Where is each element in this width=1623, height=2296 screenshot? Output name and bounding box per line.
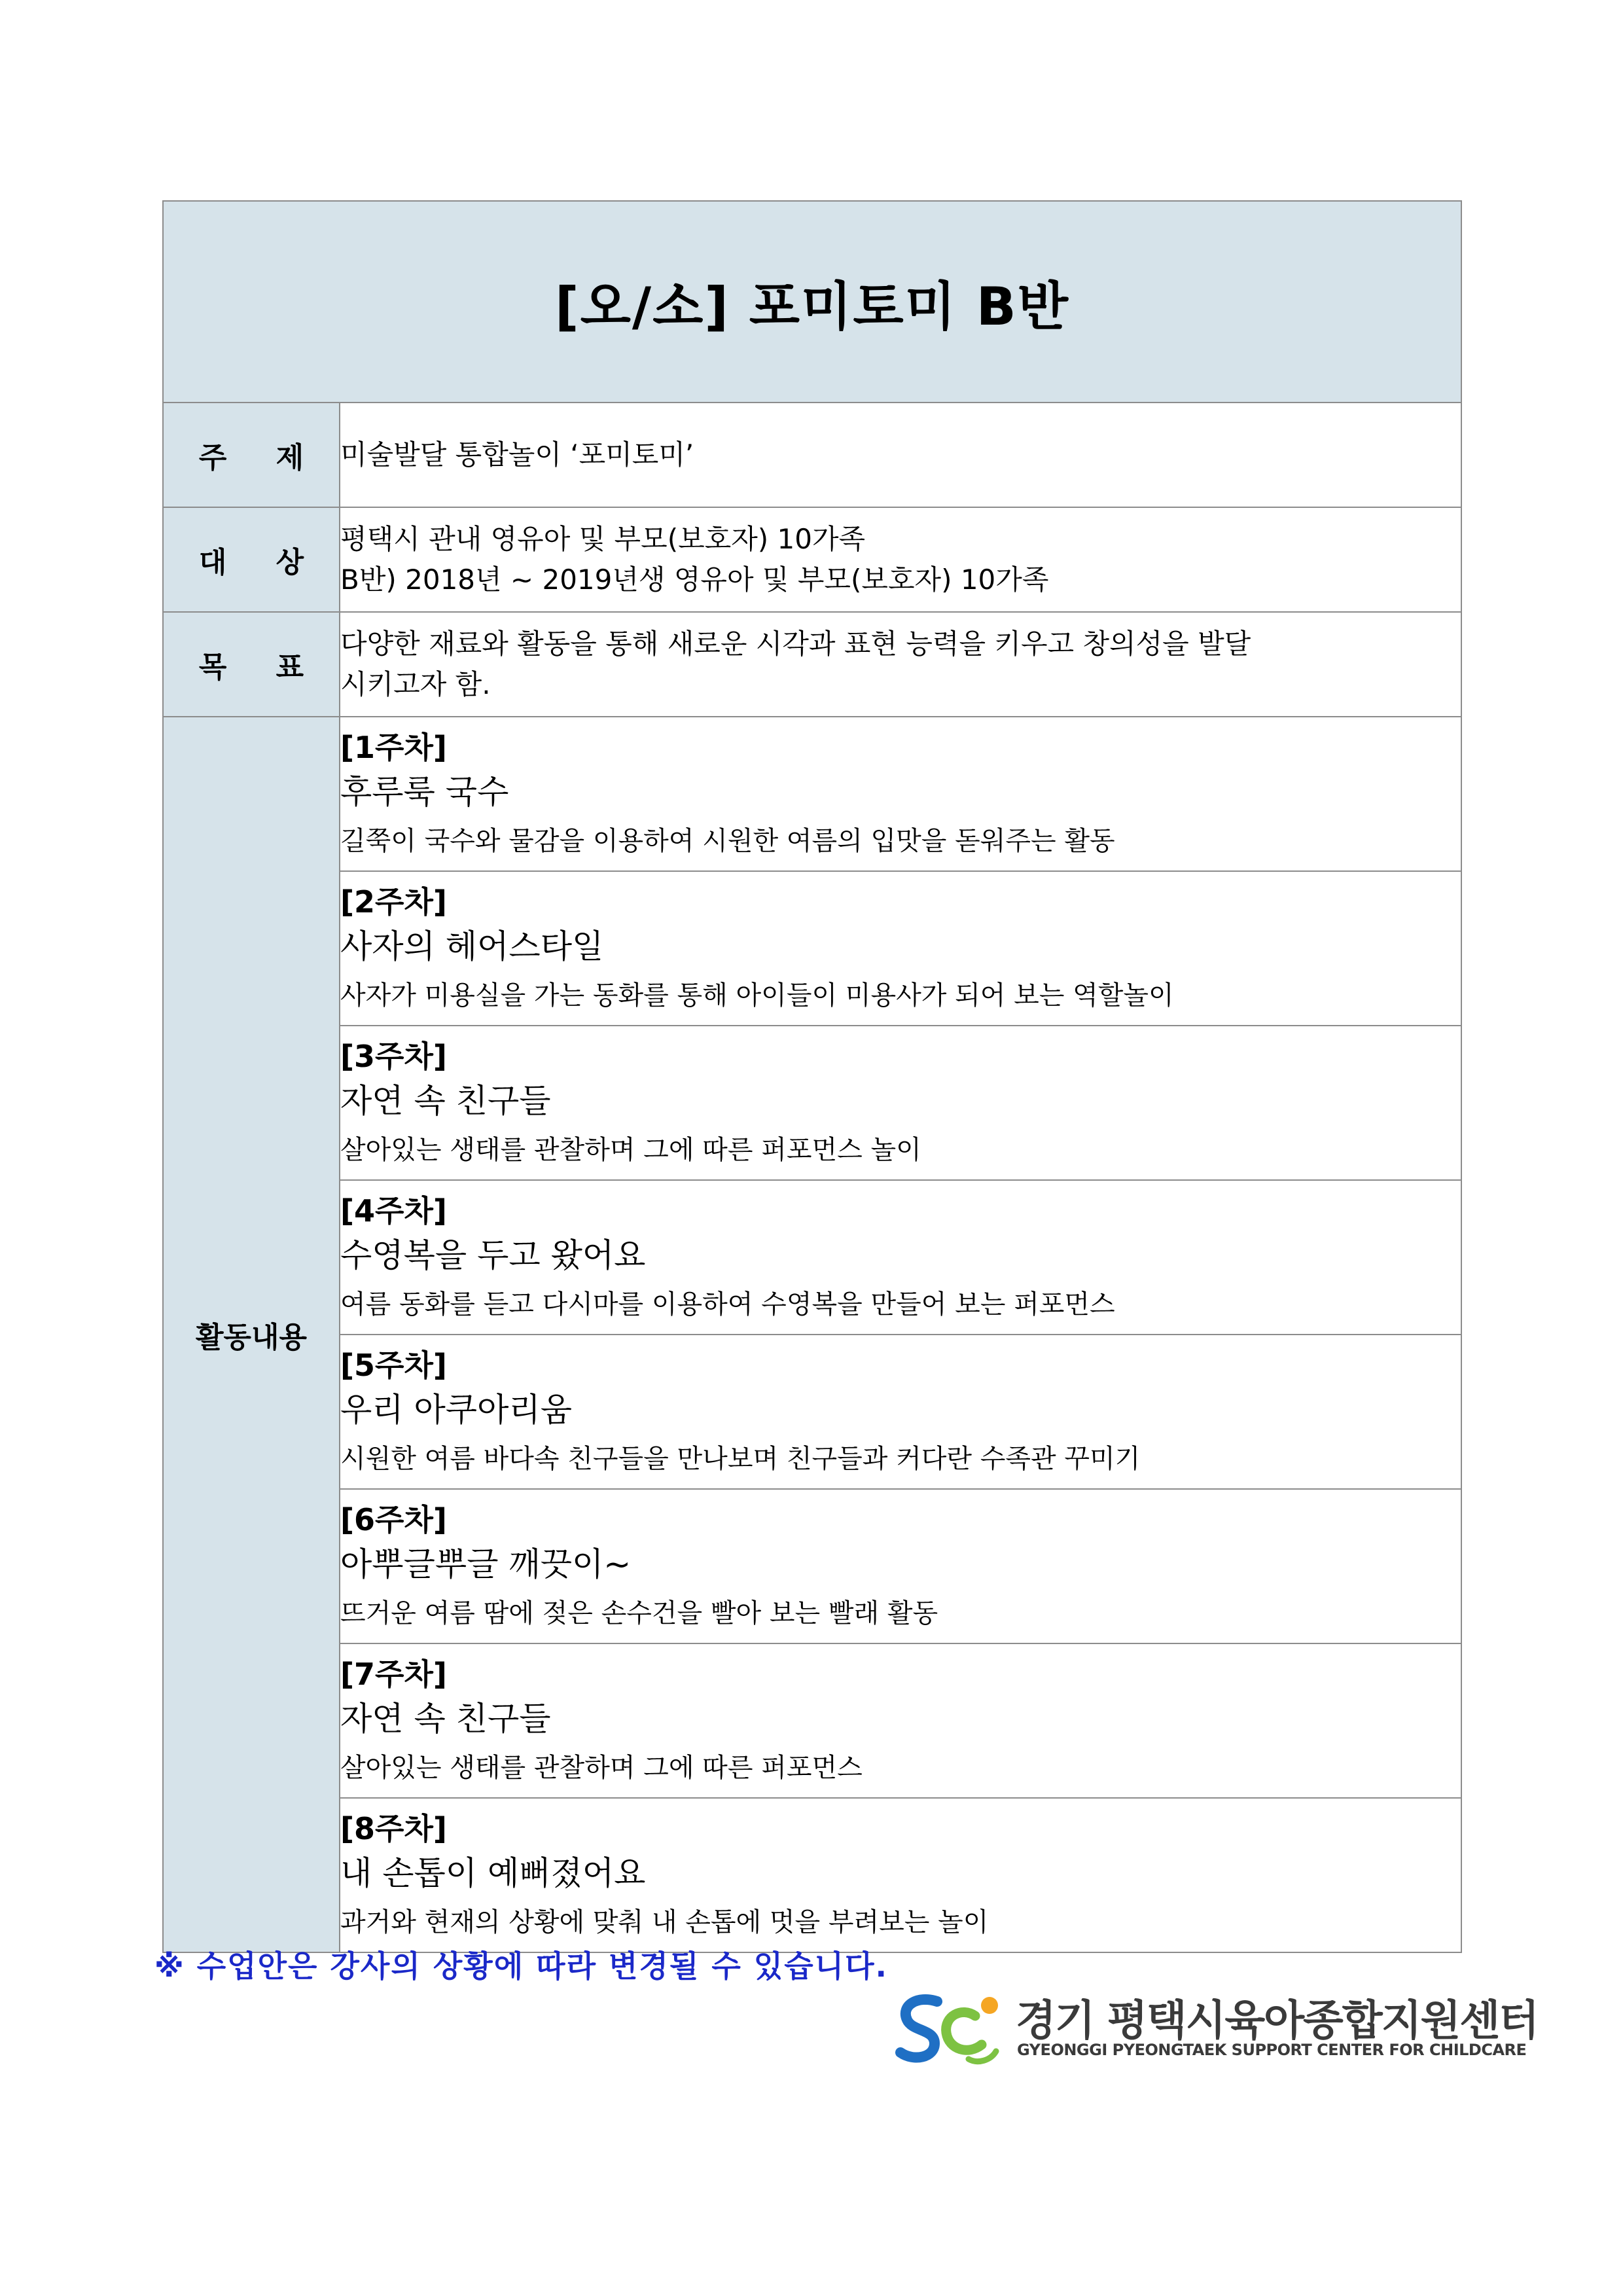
notice-text: ※ 수업안은 강사의 상황에 따라 변경될 수 있습니다.	[154, 1948, 889, 1984]
week-item	[340, 1180, 1461, 1335]
week-title: 후루룩 국수	[340, 773, 509, 811]
week-label: [7주차]	[340, 1657, 447, 1692]
week-description: 과거와 현재의 상황에 맞춰 내 손톱에 멋을 부려보는 놀이	[340, 1907, 989, 1937]
week-title: 자연 속 친구들	[340, 1700, 551, 1738]
topic-label: 주 제	[163, 403, 340, 507]
center-logo-subtitle: GYEONGGI PYEONGTAEK SUPPORT CENTER FOR CHILDCARE	[1017, 2041, 1527, 2059]
title-cell	[163, 201, 1461, 403]
goal-line-1: 다양한 재료와 활동을 통해 새로운 시각과 표현 능력을 키우고 창의성을 발달	[340, 628, 1251, 660]
week-description: 살아있는 생태를 관찰하며 그에 따른 퍼포먼스 놀이	[340, 1135, 921, 1165]
week-title: 수영복을 두고 왔어요	[340, 1236, 646, 1274]
week-item	[340, 1026, 1461, 1180]
program-table	[162, 200, 1462, 1953]
week-item	[340, 1489, 1461, 1643]
week-title: 사자의 헤어스타일	[340, 927, 604, 965]
week-item	[340, 1643, 1461, 1798]
week-description: 길쭉이 국수와 물감을 이용하여 시원한 여름의 입맛을 돋워주는 활동	[340, 826, 1115, 856]
week-description: 여름 동화를 듣고 다시마를 이용하여 수영복을 만들어 보는 퍼포먼스	[340, 1289, 1115, 1319]
week-description: 뜨거운 여름 땀에 젖은 손수건을 빨아 보는 빨래 활동	[340, 1598, 938, 1628]
goal-line-2: 시키고자 함.	[340, 668, 491, 700]
week-label: [2주차]	[340, 884, 447, 920]
week-description: 살아있는 생태를 관찰하며 그에 따른 퍼포먼스	[340, 1753, 863, 1783]
target-line-1: 평택시 관내 영유아 및 부모(보호자) 10가족	[340, 523, 866, 555]
week-label: [1주차]	[340, 730, 447, 765]
week-label: [3주차]	[340, 1039, 447, 1074]
target-line-2: B반) 2018년 ~ 2019년생 영유아 및 부모(보호자) 10가족	[340, 564, 1049, 596]
target-value	[340, 507, 1461, 612]
week-title: 자연 속 친구들	[340, 1082, 551, 1120]
week-description: 사자가 미용실을 가는 동화를 통해 아이들이 미용사가 되어 보는 역할놀이	[340, 980, 1174, 1011]
week-label: [4주차]	[340, 1193, 447, 1229]
goal-value	[340, 612, 1461, 717]
week-label: [6주차]	[340, 1502, 447, 1537]
activities-label: 활동내용	[163, 717, 340, 1952]
week-label: [5주차]	[340, 1348, 447, 1383]
center-logo-name: 경기 평택시육아종합지원센터	[1016, 1997, 1538, 2045]
week-item	[340, 871, 1461, 1026]
week-description: 시원한 여름 바다속 친구들을 만나보며 친구들과 커다란 수족관 꾸미기	[340, 1444, 1141, 1474]
center-logo-icon	[891, 1983, 1009, 2068]
page-title: [오/소] 포미토미 B반	[555, 276, 1069, 337]
week-title: 아뿌글뿌글 깨끗이~	[340, 1545, 632, 1583]
topic-value: 미술발달 통합놀이 ‘포미토미’	[340, 403, 1461, 507]
week-title: 우리 아쿠아리움	[340, 1391, 572, 1429]
target-label: 대 상	[163, 507, 340, 612]
center-logo	[891, 1983, 1538, 2068]
week-item	[340, 1798, 1461, 1952]
week-item	[340, 1335, 1461, 1489]
week-label: [8주차]	[340, 1811, 447, 1846]
week-item	[340, 717, 1461, 871]
goal-label: 목 표	[163, 612, 340, 717]
week-title: 내 손톱이 예뻐졌어요	[340, 1854, 646, 1892]
